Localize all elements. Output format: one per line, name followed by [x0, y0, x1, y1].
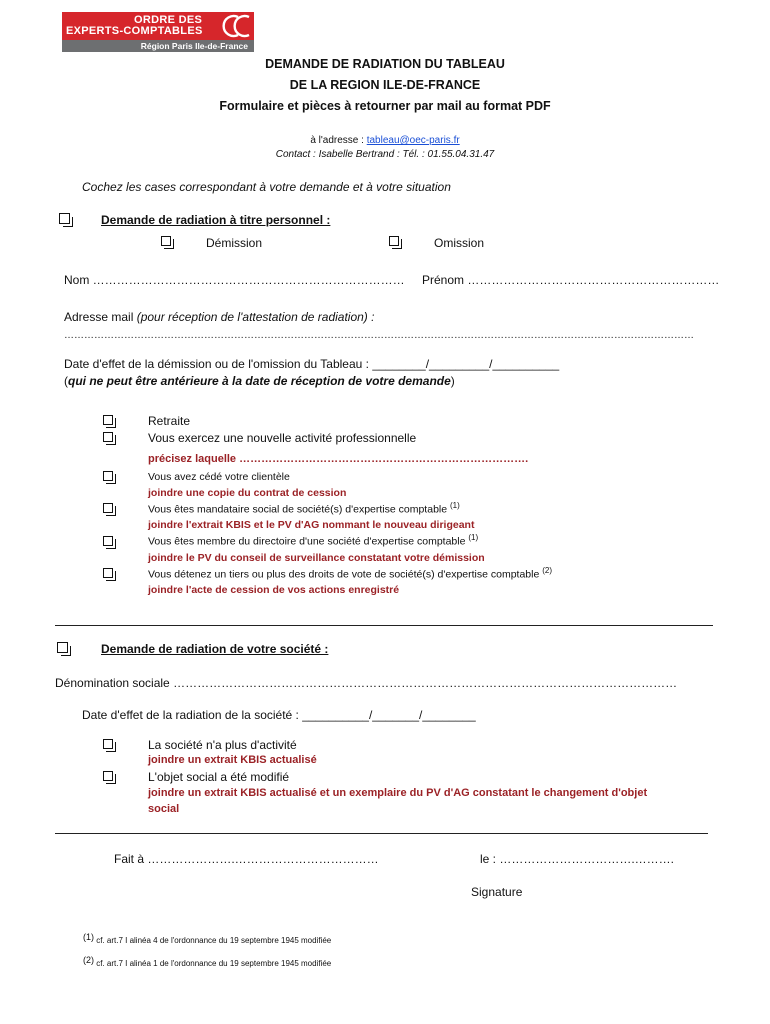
fait-a-field[interactable]: Fait à ………………….……………………………… — [114, 852, 379, 866]
nouvelle-activite-checkbox[interactable] — [103, 432, 113, 442]
email-link[interactable]: tableau@oec-paris.fr — [366, 135, 460, 146]
omission-label: Omission — [434, 236, 485, 250]
demission-checkbox[interactable] — [161, 236, 171, 246]
email-note: (pour réception de l'attestation de radiation) : — [136, 310, 375, 324]
instructions: Cochez les cases correspondant à votre demande et à votre situation — [82, 180, 451, 194]
form-title-line-1: DEMANDE DE RADIATION DU TABLEAU — [265, 57, 505, 71]
directoire-requirement: joindre le PV du conseil de surveillance constatant votre démission — [148, 552, 485, 564]
nom-field[interactable]: Nom …………………………………………………………………… — [64, 273, 405, 287]
footnote-1-mark: (1) — [83, 932, 94, 942]
directoire-label — [148, 533, 478, 548]
objet-social-requirement-cont: social — [148, 803, 180, 815]
footnote-ref-1: (1) — [450, 501, 460, 510]
clientele-checkbox[interactable] — [103, 471, 113, 481]
personal-heading: Demande de radiation à titre personnel : — [101, 213, 331, 227]
nouvelle-activite-label: Vous exercez une nouvelle activité professionnelle — [148, 431, 417, 445]
date-signature-field[interactable]: le : …………………………….………. — [480, 852, 675, 866]
contact-line: Contact : Isabelle Bertrand : Tél. : 01.55.04.31.47 — [275, 149, 495, 160]
objet-social-requirement: joindre un extrait KBIS actualisé et un exemplaire du PV d'AG constatant le changement d'objet — [148, 787, 648, 799]
droits-vote-checkbox[interactable] — [103, 568, 113, 578]
omission-date-note-text: qui ne peut être antérieure à la date de réception de votre demande — [68, 374, 451, 388]
footnote-2-text: cf. art.7 I alinéa 1 de l'ordonnance du 19 septembre 1945 modifiée — [96, 959, 332, 968]
mandataire-checkbox[interactable] — [103, 503, 113, 513]
logo-line-1: ORDRE DES — [134, 14, 203, 26]
droits-vote-requirement: joindre l'acte de cession de vos actions enregistré — [148, 584, 400, 596]
clientele-label: Vous avez cédé votre clientèle — [148, 471, 290, 483]
clientele-requirement: joindre une copie du contrat de cession — [148, 487, 347, 499]
droits-vote-text: Vous détenez un tiers ou plus des droits de vote de société(s) d'expertise comptable — [148, 568, 540, 581]
logo-red-band — [62, 12, 254, 40]
address-line — [0, 135, 770, 146]
oec-logo — [62, 12, 254, 52]
address-prefix: à l'adresse : — [310, 135, 367, 146]
nouvelle-activite-field[interactable]: précisez laquelle ……………………………………………………………………. — [148, 453, 529, 465]
retraite-label: Retraite — [148, 414, 191, 428]
footnote-2 — [83, 955, 331, 968]
email-field-label — [64, 310, 374, 324]
droits-vote-label — [148, 566, 552, 581]
section-divider — [55, 625, 713, 626]
mandataire-requirement: joindre l'extrait KBIS et le PV d'AG nommant le nouveau dirigeant — [148, 519, 475, 531]
plus-activite-checkbox[interactable] — [103, 739, 113, 749]
logo-cc-icon — [218, 14, 252, 38]
omission-date-note: (qui ne peut être antérieure à la date de réception de votre demande) — [64, 374, 455, 388]
mandataire-text: Vous êtes mandataire social de société(s) d'expertise comptable — [148, 503, 448, 516]
personal-radiation-checkbox[interactable] — [59, 213, 70, 224]
retraite-checkbox[interactable] — [103, 415, 113, 425]
objet-social-checkbox[interactable] — [103, 771, 113, 781]
denomination-field[interactable]: Dénomination sociale ……………………………………………………………………………………………………………… — [55, 676, 678, 690]
omission-date-field[interactable]: Date d'effet de la démission ou de l'omission du Tableau : ________/_________/__________ — [64, 357, 560, 371]
email-field[interactable]: ……………………………………………………………………………………………………………………………………………………………………… — [64, 330, 694, 341]
form-title-line-2: DE LA REGION ILE-DE-FRANCE — [289, 78, 481, 92]
demission-label: Démission — [206, 236, 263, 250]
footnote-1-text: cf. art.7 I alinéa 4 de l'ordonnance du 19 septembre 1945 modifiée — [96, 936, 332, 945]
logo-region: Région Paris Ile-de-France — [62, 40, 254, 52]
plus-activite-requirement: joindre un extrait KBIS actualisé — [148, 754, 317, 766]
footnote-1 — [83, 932, 331, 945]
footnote-ref-2: (2) — [542, 566, 553, 575]
company-date-field[interactable]: Date d'effet de la radiation de la société : __________/_______/________ — [82, 708, 476, 722]
plus-activite-label: La société n'a plus d'activité — [148, 738, 297, 752]
objet-social-label: L'objet social a été modifié — [148, 770, 290, 784]
company-heading: Demande de radiation de votre société : — [101, 642, 329, 656]
directoire-text: Vous êtes membre du directoire d'une société d'expertise comptable — [148, 535, 466, 548]
directoire-checkbox[interactable] — [103, 536, 113, 546]
footnote-ref-1b: (1) — [468, 533, 479, 542]
logo-line-2: EXPERTS-COMPTABLES — [66, 25, 203, 37]
mandataire-label — [148, 501, 460, 516]
footnote-2-mark: (2) — [83, 955, 94, 965]
signature-label: Signature — [471, 885, 523, 899]
company-radiation-checkbox[interactable] — [57, 642, 68, 653]
email-label: Adresse mail — [64, 310, 137, 324]
omission-checkbox[interactable] — [389, 236, 399, 246]
section-divider-2 — [55, 833, 708, 834]
prenom-field[interactable]: Prénom ……………………………………………………… — [422, 273, 720, 287]
form-title-line-3: Formulaire et pièces à retourner par mail au format PDF — [219, 99, 551, 113]
